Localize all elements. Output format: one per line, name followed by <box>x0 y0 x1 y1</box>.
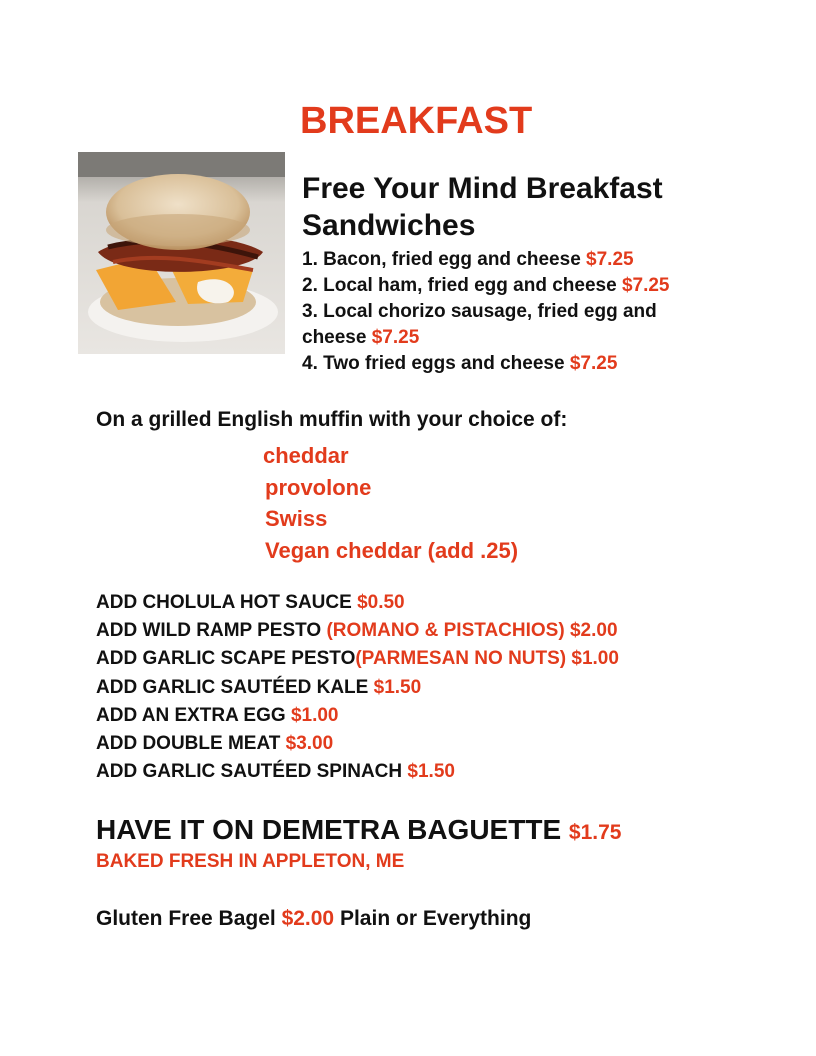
price: $0.50 <box>357 592 405 613</box>
cheese-options <box>263 440 518 566</box>
list-item: ADD GARLIC SCAPE PESTO(PARMESAN NO NUTS) $1.00 <box>96 648 619 670</box>
cheese-option: Vegan cheddar (add .25) <box>265 537 519 563</box>
price: (PARMESAN NO NUTS) $1.00 <box>355 648 619 670</box>
list-item: ADD GARLIC SAUTÉED KALE $1.50 <box>96 676 422 698</box>
price: $1.75 <box>568 821 622 844</box>
list-item: ADD GARLIC SAUTÉED SPINACH $1.50 <box>96 761 455 783</box>
price: $7.25 <box>569 353 618 374</box>
list-item: ADD CHOLULA HOT SAUCE $0.50 <box>96 592 405 613</box>
price: $2.00 <box>281 907 335 930</box>
list-item: ADD DOUBLE MEAT $3.00 <box>96 733 334 755</box>
cheese-option: cheddar <box>263 443 349 468</box>
list-item: 4. Two fried eggs and cheese $7.25 <box>302 353 618 374</box>
page-title: BREAKFAST <box>300 100 533 142</box>
price: $1.50 <box>407 761 455 783</box>
price: $7.25 <box>371 327 420 348</box>
baguette-option: HAVE IT ON DEMETRA BAGUETTE $1.75 <box>96 814 622 845</box>
gluten-free-option: Gluten Free Bagel $2.00 Plain or Everything <box>96 907 532 930</box>
list-item: 2. Local ham, fried egg and cheese $7.25 <box>302 275 670 296</box>
sandwich-list <box>302 247 722 377</box>
price: $7.25 <box>586 249 634 270</box>
addon-list <box>96 589 619 786</box>
price: (ROMANO & PISTACHIOS) $2.00 <box>326 620 618 642</box>
price: $3.00 <box>285 733 334 755</box>
sandwiches-heading: Free Your Mind Breakfast Sandwiches <box>302 172 663 242</box>
list-item: ADD WILD RAMP PESTO (ROMANO & PISTACHIOS) $2.00 <box>96 620 618 642</box>
baguette-note: BAKED FRESH IN APPLETON, ME <box>96 851 405 872</box>
breakfast-sandwich-photo <box>78 152 285 354</box>
cheese-option: provolone <box>265 474 372 500</box>
muffin-intro: On a grilled English muffin with your choice of: <box>96 408 568 431</box>
cheese-option: Swiss <box>265 506 328 531</box>
price: $1.50 <box>373 676 422 698</box>
price: $7.25 <box>621 275 670 296</box>
list-item: ADD AN EXTRA EGG $1.00 <box>96 704 339 726</box>
list-item: 1. Bacon, fried egg and cheese $7.25 <box>302 249 634 270</box>
price: $1.00 <box>290 704 339 726</box>
list-item: 3. Local chorizo sausage, fried egg and cheese $7.25 <box>302 301 657 348</box>
